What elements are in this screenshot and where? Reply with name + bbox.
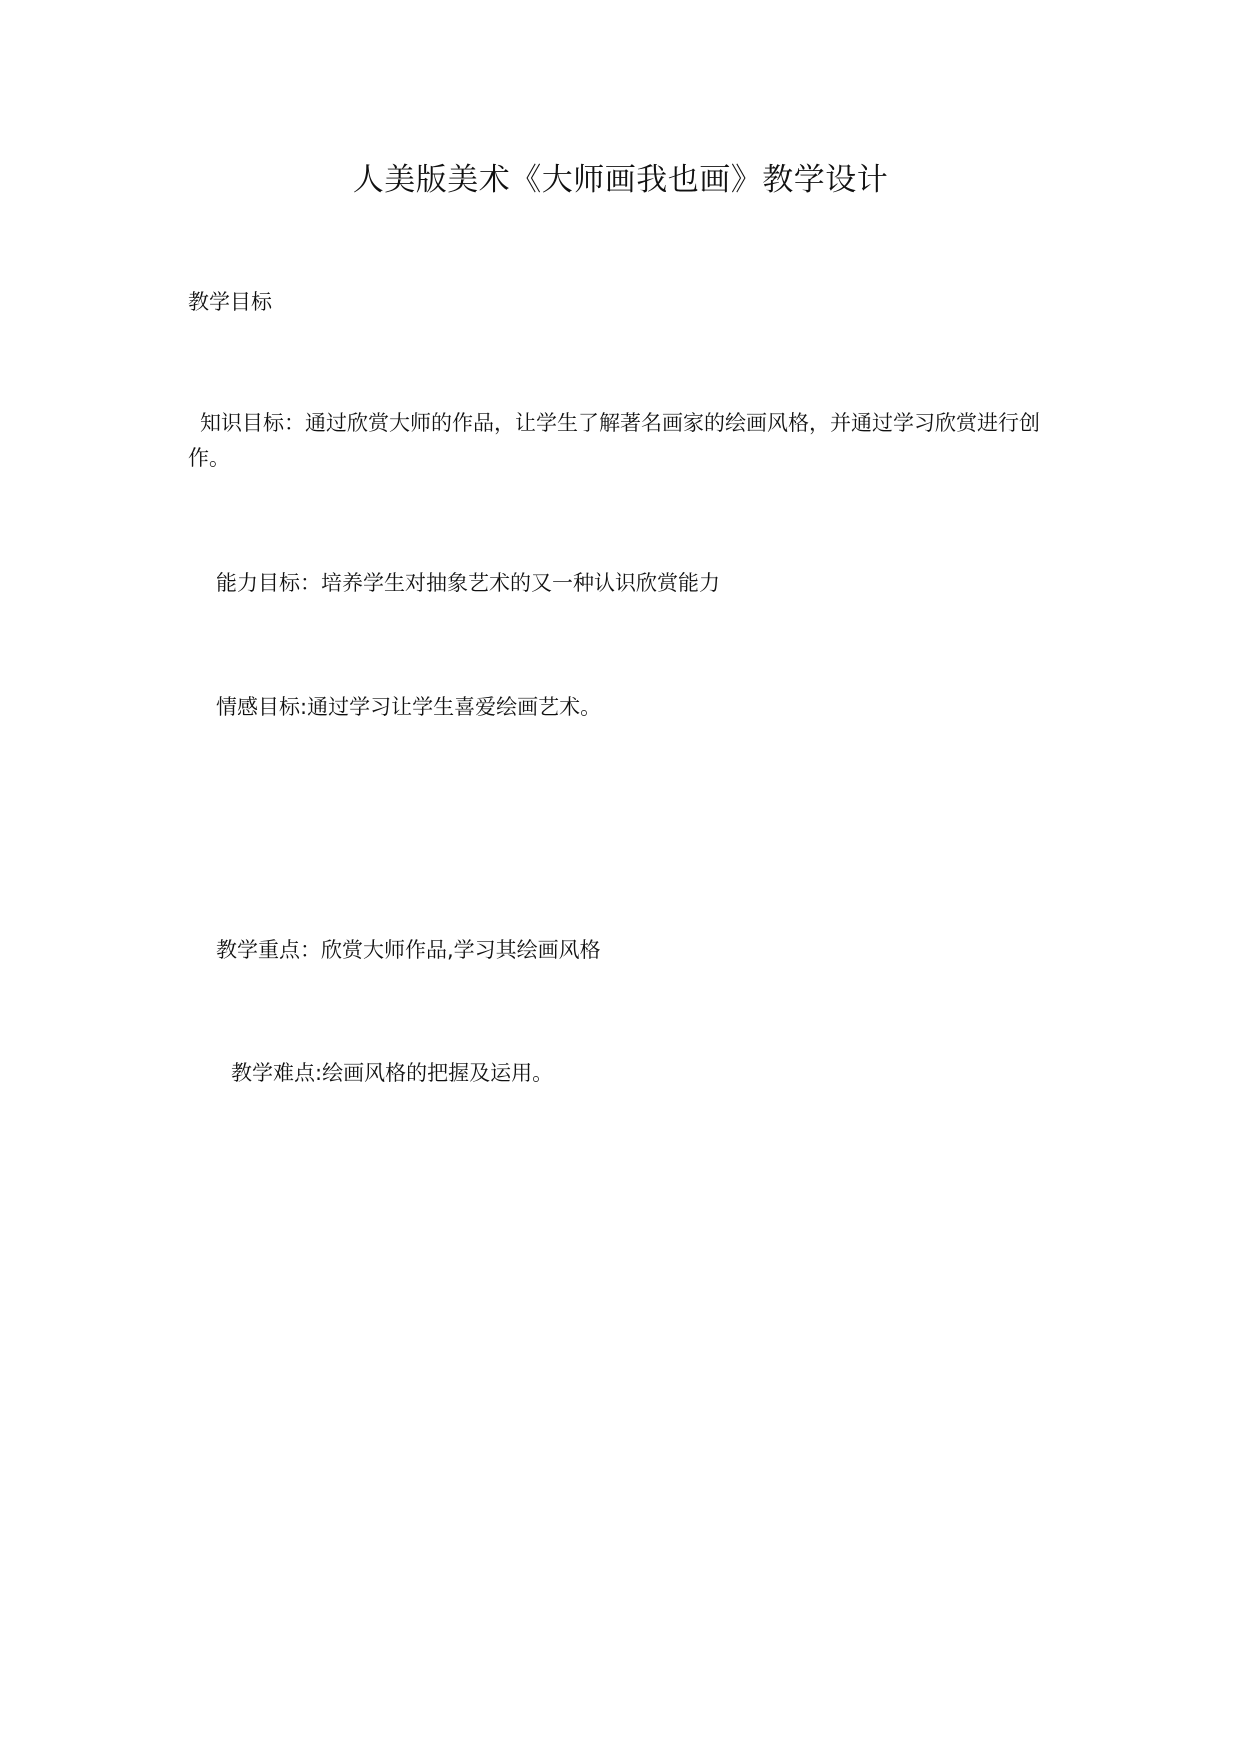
document-title: 人美版美术《大师画我也画》教学设计 (352, 162, 889, 198)
teaching-key-point-paragraph: 教学重点：欣赏大师作品,学习其绘画风格 (216, 938, 601, 962)
emotion-goal-paragraph: 情感目标:通过学习让学生喜爱绘画艺术。 (216, 695, 602, 719)
teaching-difficult-point-paragraph: 教学难点:绘画风格的把握及运用。 (231, 1061, 554, 1085)
section-heading-teaching-goals: 教学目标 (188, 290, 272, 314)
ability-goal-paragraph: 能力目标：培养学生对抽象艺术的又一种认识欣赏能力 (216, 571, 720, 595)
knowledge-goal-paragraph: 知识目标：通过欣赏大师的作品，让学生了解著名画家的绘画风格，并通过学习欣赏进行创作。 (188, 411, 1040, 470)
